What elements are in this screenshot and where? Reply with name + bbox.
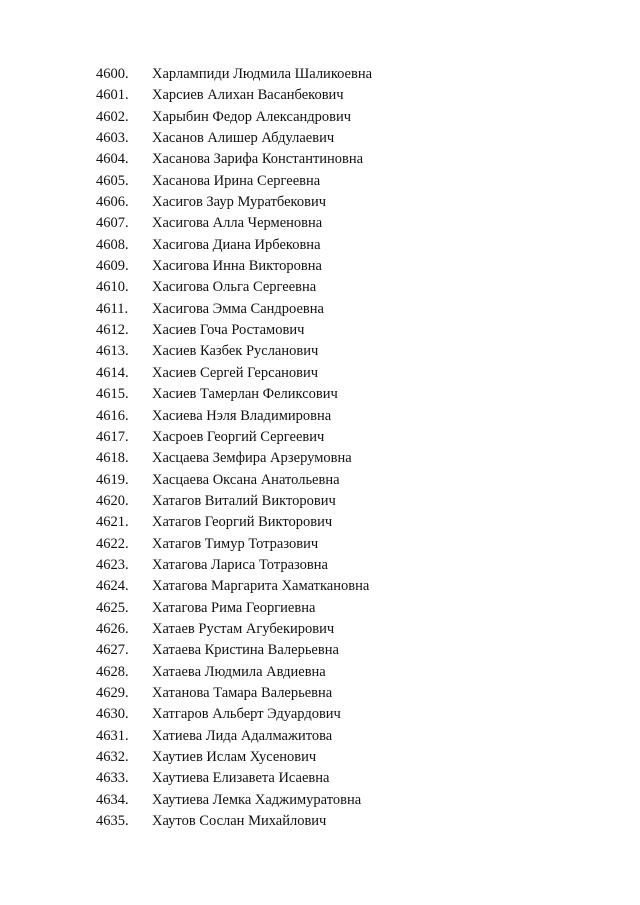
- entry-name: Хасигова Эмма Сандроевна: [152, 300, 324, 317]
- list-item: [96, 171, 372, 192]
- list-item: [96, 576, 372, 597]
- list-item: [96, 277, 372, 298]
- list-item: [96, 555, 372, 576]
- entry-number: 4624.: [96, 578, 129, 595]
- list-item: [96, 128, 372, 149]
- list-item: [96, 406, 372, 427]
- list-item: [96, 811, 372, 832]
- entry-number: 4615.: [96, 386, 129, 403]
- list-item: [96, 726, 372, 747]
- name-list: [96, 64, 372, 832]
- entry-name: Хасигова Алла Черменовна: [152, 215, 323, 232]
- entry-number: 4631.: [96, 727, 129, 744]
- list-item: [96, 534, 372, 555]
- entry-number: 4613.: [96, 343, 129, 360]
- entry-number: 4620.: [96, 492, 129, 509]
- list-item: [96, 107, 372, 128]
- entry-name: Хасигов Заур Муратбекович: [152, 194, 327, 211]
- list-item: [96, 640, 372, 661]
- entry-name: Хасиев Тамерлан Феликсович: [152, 386, 338, 403]
- list-item: [96, 683, 372, 704]
- entry-number: 4604.: [96, 151, 129, 168]
- list-item: [96, 363, 372, 384]
- entry-name: Хатиева Лида Адалмажитова: [152, 727, 333, 744]
- entry-number: 4605.: [96, 172, 129, 189]
- entry-number: 4629.: [96, 684, 129, 701]
- list-item: [96, 320, 372, 341]
- list-item: [96, 256, 372, 277]
- entry-name: Хасанова Ирина Сергеевна: [152, 172, 321, 189]
- entry-number: 4610.: [96, 279, 129, 296]
- entry-number: 4616.: [96, 407, 129, 424]
- entry-name: Хатагов Георгий Викторович: [152, 514, 333, 531]
- entry-number: 4635.: [96, 813, 129, 830]
- list-item: [96, 299, 372, 320]
- entry-name: Хасиев Казбек Русланович: [152, 343, 319, 360]
- list-item: [96, 790, 372, 811]
- entry-name: Хатаева Кристина Валерьевна: [152, 642, 339, 659]
- entry-number: 4622.: [96, 535, 129, 552]
- list-item: [96, 235, 372, 256]
- entry-name: Хасанова Зарифа Константиновна: [152, 151, 364, 168]
- list-item: [96, 149, 372, 170]
- list-item: [96, 768, 372, 789]
- list-item: [96, 619, 372, 640]
- list-item: [96, 470, 372, 491]
- entry-name: Хасанов Алишер Абдулаевич: [152, 130, 335, 147]
- entry-name: Хатагов Виталий Викторович: [152, 492, 336, 509]
- entry-number: 4626.: [96, 620, 129, 637]
- entry-name: Хаутиева Елизавета Исаевна: [152, 770, 330, 787]
- entry-number: 4630.: [96, 706, 129, 723]
- entry-name: Харсиев Алихан Васанбекович: [152, 87, 344, 104]
- list-item: [96, 598, 372, 619]
- entry-name: Хасроев Георгий Сергеевич: [152, 428, 325, 445]
- entry-number: 4600.: [96, 66, 129, 82]
- entry-name: Хасцаева Земфира Арзерумовна: [152, 450, 352, 467]
- list-item: [96, 512, 372, 533]
- entry-number: 4614.: [96, 364, 129, 381]
- list-item: [96, 192, 372, 213]
- entry-number: 4611.: [96, 300, 129, 317]
- entry-name: Хасиев Сергей Герсанович: [152, 364, 319, 381]
- entry-number: 4618.: [96, 450, 129, 467]
- entry-name: Хасигова Инна Викторовна: [152, 258, 322, 275]
- entry-name: Харлампиди Людмила Шаликоевна: [152, 66, 373, 82]
- entry-number: 4625.: [96, 599, 129, 616]
- entry-number: 4609.: [96, 258, 129, 275]
- list-item: [96, 704, 372, 725]
- entry-name: Хаутиева Лемка Хаджимуратовна: [152, 791, 362, 808]
- list-item: [96, 747, 372, 768]
- list-item: [96, 662, 372, 683]
- entry-number: 4601.: [96, 87, 129, 104]
- entry-name: Хатагова Лариса Тотразовна: [152, 556, 328, 573]
- list-item: [96, 427, 372, 448]
- entry-number: 4619.: [96, 471, 129, 488]
- entry-number: 4621.: [96, 514, 129, 531]
- entry-number: 4634.: [96, 791, 129, 808]
- entry-number: 4608.: [96, 236, 129, 253]
- entry-name: Хатагова Рима Георгиевна: [152, 599, 316, 616]
- entry-name: Хасигова Диана Ирбековна: [152, 236, 321, 253]
- list-item: [96, 491, 372, 512]
- entry-name: Хатаева Людмила Авдиевна: [152, 663, 326, 680]
- entry-name: Хасиев Гоча Ростамович: [152, 322, 305, 339]
- list-item: [96, 85, 372, 106]
- entry-name: Хатгаров Альберт Эдуардович: [152, 706, 341, 723]
- entry-name: Хатанова Тамара Валерьевна: [152, 684, 333, 701]
- list-item: [96, 448, 372, 469]
- entry-name: Хатагова Маргарита Хаматкановна: [152, 578, 370, 595]
- entry-number: 4633.: [96, 770, 129, 787]
- list-item: [96, 64, 372, 85]
- entry-name: Хасцаева Оксана Анатольевна: [152, 471, 340, 488]
- entry-number: 4632.: [96, 749, 129, 765]
- entry-number: 4627.: [96, 642, 129, 659]
- entry-number: 4606.: [96, 194, 129, 211]
- entry-name: Хатаев Рустам Агубекирович: [152, 620, 335, 637]
- entry-number: 4628.: [96, 663, 129, 680]
- entry-number: 4617.: [96, 428, 129, 445]
- list-item: [96, 384, 372, 405]
- entry-number: 4623.: [96, 556, 129, 573]
- entry-name: Хасиева Нэля Владимировна: [152, 407, 332, 424]
- entry-number: 4603.: [96, 130, 129, 147]
- entry-name: Хасигова Ольга Сергеевна: [152, 279, 317, 296]
- list-item: [96, 341, 372, 362]
- entry-number: 4602.: [96, 108, 129, 125]
- entry-number: 4607.: [96, 215, 129, 232]
- list-item: [96, 213, 372, 234]
- entry-name: Хаутов Сослан Михайлович: [152, 813, 327, 830]
- entry-name: Хатагов Тимур Тотразович: [152, 535, 319, 552]
- entry-number: 4612.: [96, 322, 129, 339]
- entry-name: Хаутиев Ислам Хусенович: [152, 749, 317, 765]
- entry-name: Харыбин Федор Александрович: [152, 108, 352, 125]
